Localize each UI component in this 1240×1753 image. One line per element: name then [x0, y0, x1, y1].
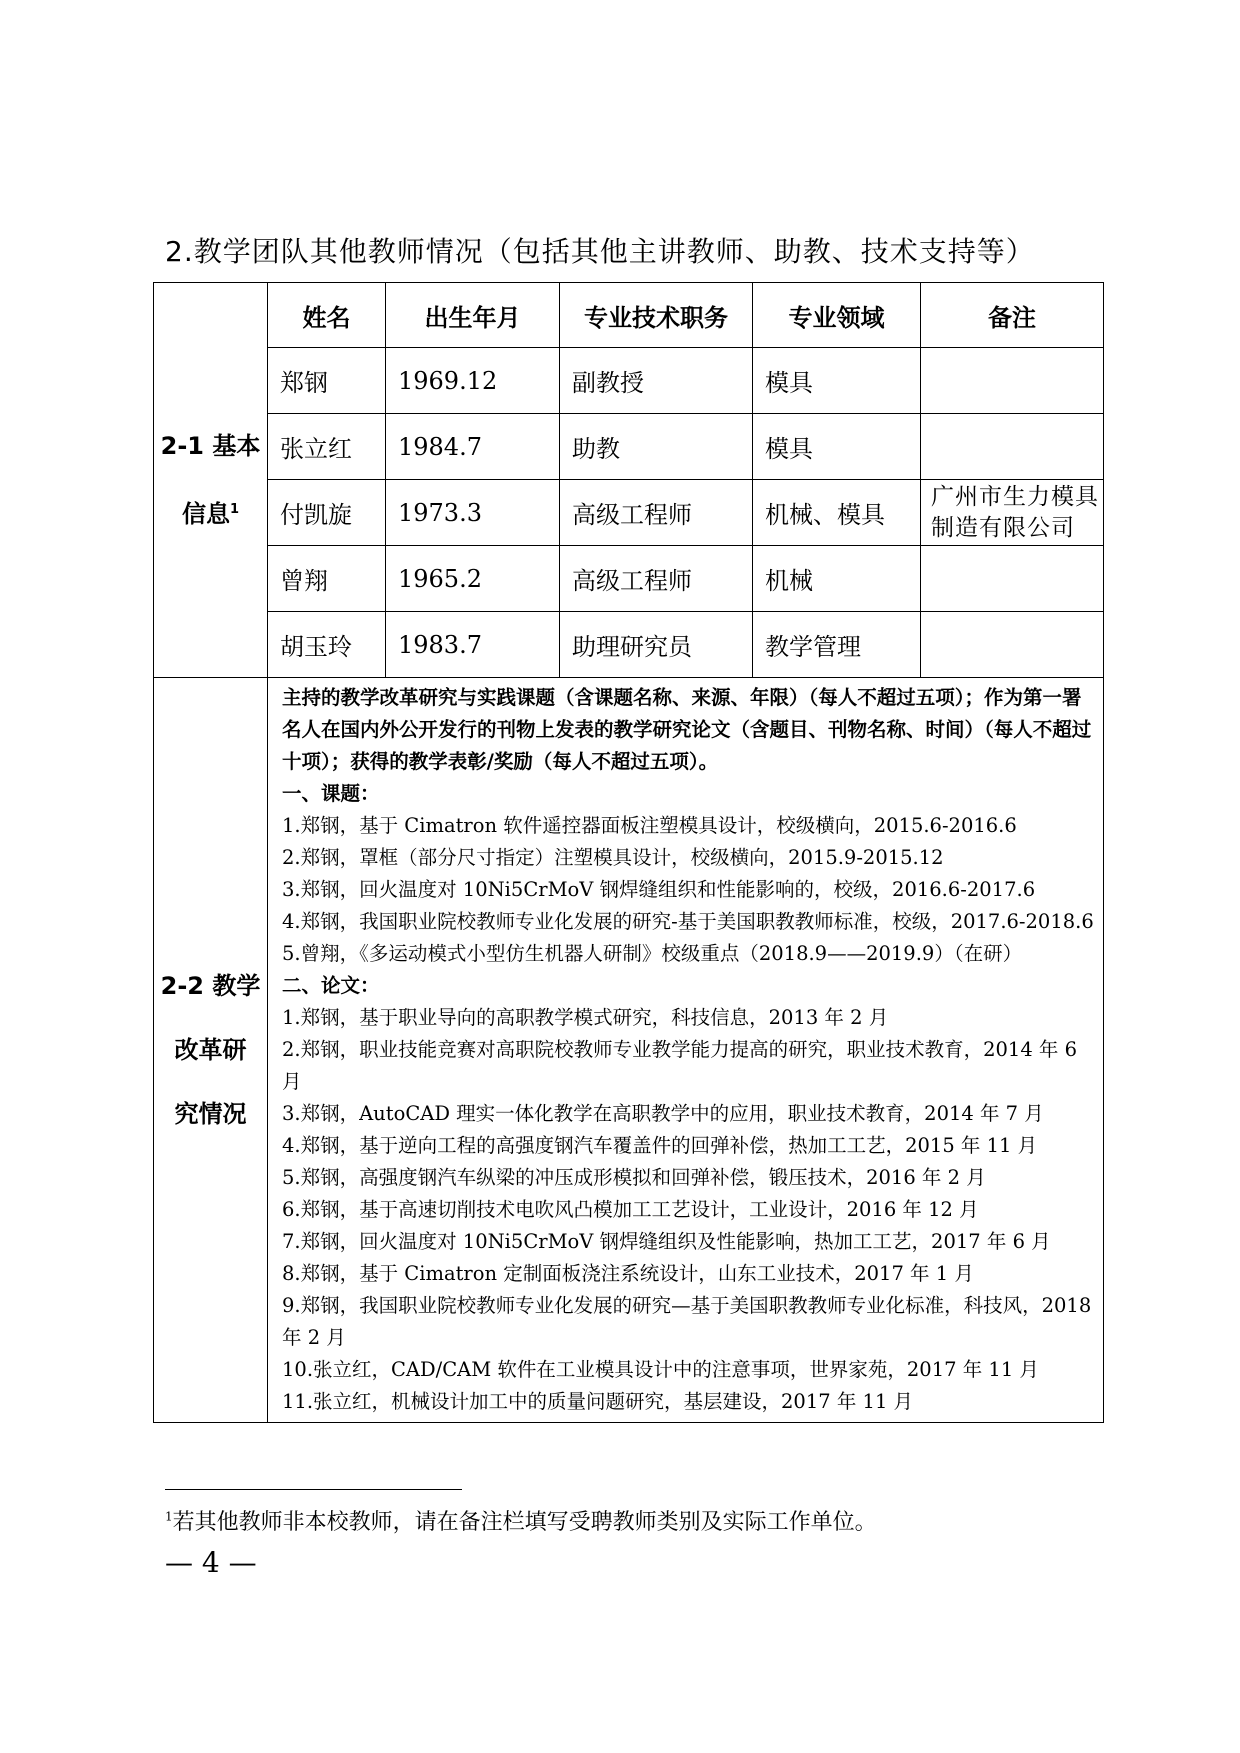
project-item: 3.郑钢，回火温度对 10Ni5CrMoV 钢焊缝组织和性能影响的，校级，2016.6-2017.6 — [282, 878, 1036, 901]
cell-title: 副教授 — [560, 348, 753, 414]
paper-item: 5.郑钢，高强度钢汽车纵梁的冲压成形模拟和回弹补偿，锻压技术，2016 年 2 月 — [282, 1166, 986, 1189]
page-title: 2.教学团队其他教师情况（包括其他主讲教师、助教、技术支持等） — [165, 235, 1035, 268]
cell-title: 高级工程师 — [560, 480, 753, 546]
cell-note — [921, 414, 1104, 480]
cell-title: 助教 — [560, 414, 753, 480]
cell-name: 付凯旋 — [268, 480, 386, 546]
cell-field: 模具 — [753, 348, 921, 414]
project-item: 1.郑钢，基于 Cimatron 软件遥控器面板注塑模具设计，校级横向，2015.6-2016.6 — [282, 814, 1017, 837]
cell-birth: 1965.2 — [386, 546, 560, 612]
header-name: 姓名 — [268, 283, 386, 348]
cell-field: 机械、模具 — [753, 480, 921, 546]
footnote — [165, 1505, 877, 1536]
table-row — [154, 480, 1104, 546]
cell-name: 郑钢 — [268, 348, 386, 414]
projects-heading: 一、课题： — [282, 782, 380, 805]
table-row — [154, 612, 1104, 678]
paper-item: 2.郑钢，职业技能竞赛对高职院校教师专业教学能力提高的研究，职业技术教育，2014 年 6 月 — [282, 1038, 1078, 1093]
paper-item: 3.郑钢，AutoCAD 理实一体化教学在高职教学中的应用，职业技术教育，2014 年 7 月 — [282, 1102, 1044, 1125]
table-row — [154, 546, 1104, 612]
project-item: 4.郑钢，我国职业院校教师专业化发展的研究-基于美国职教教师标准，校级，2017.6-2018.6 — [282, 910, 1094, 933]
cell-birth: 1983.7 — [386, 612, 560, 678]
reform-intro: 主持的教学改革研究与实践课题（含课题名称、来源、年限）（每人不超过五项）；作为第一署名人在国内外公开发行的刊物上发表的教学研究论文（含题目、刊物名称、时间）（每人不超过十项）；获得的教学表彰/奖励（每人不超过五项）。 — [282, 686, 1092, 773]
paper-item: 8.郑钢，基于 Cimatron 定制面板浇注系统设计，山东工业技术，2017 年 1 月 — [282, 1262, 974, 1285]
section-reform-label: 2-2 教学 改革研 究情况 — [154, 678, 268, 1423]
cell-birth: 1984.7 — [386, 414, 560, 480]
table-row — [154, 348, 1104, 414]
paper-item: 6.郑钢，基于高速切削技术电吹风凸模加工工艺设计，工业设计，2016 年 12 月 — [282, 1198, 979, 1221]
cell-title: 助理研究员 — [560, 612, 753, 678]
footnote-divider — [165, 1489, 462, 1490]
cell-field: 模具 — [753, 414, 921, 480]
table-row — [154, 414, 1104, 480]
footnote-mark: 1 — [165, 1509, 173, 1524]
paper-item: 4.郑钢，基于逆向工程的高强度钢汽车覆盖件的回弹补偿，热加工工艺，2015 年 11 月 — [282, 1134, 1038, 1157]
teacher-info-table — [153, 282, 1104, 1423]
cell-note: 广州市生力模具制造有限公司 — [921, 480, 1104, 546]
cell-name: 胡玉玲 — [268, 612, 386, 678]
cell-birth: 1969.12 — [386, 348, 560, 414]
cell-name: 曾翔 — [268, 546, 386, 612]
cell-title: 高级工程师 — [560, 546, 753, 612]
section-basic-info-label: 2-1 基本 信息$^1$ — [154, 283, 268, 678]
papers-list — [282, 1002, 1097, 1418]
header-note: 备注 — [921, 283, 1104, 348]
header-title: 专业技术职务 — [560, 283, 753, 348]
paper-item: 10.张立红，CAD/CAM 软件在工业模具设计中的注意事项，世界家苑，2017 年 11 月 — [282, 1358, 1039, 1381]
page-number: — 4 — — [165, 1546, 257, 1579]
cell-note — [921, 348, 1104, 414]
project-item: 2.郑钢，罩框（部分尺寸指定）注塑模具设计，校级横向，2015.9-2015.12 — [282, 846, 944, 869]
projects-list — [282, 810, 1097, 970]
cell-birth: 1973.3 — [386, 480, 560, 546]
table-header-row — [154, 283, 1104, 348]
header-field: 专业领域 — [753, 283, 921, 348]
reform-research-row — [154, 678, 1104, 1423]
paper-item: 7.郑钢，回火温度对 10Ni5CrMoV 钢焊缝组织及性能影响，热加工工艺，2017 年 6 月 — [282, 1230, 1051, 1253]
cell-name: 张立红 — [268, 414, 386, 480]
papers-heading: 二、论文： — [282, 974, 380, 997]
cell-note — [921, 612, 1104, 678]
paper-item: 1.郑钢，基于职业导向的高职教学模式研究，科技信息，2013 年 2 月 — [282, 1006, 889, 1029]
paper-item: 11.张立红，机械设计加工中的质量问题研究，基层建设，2017 年 11 月 — [282, 1390, 914, 1413]
footnote-text: 若其他教师非本校教师，请在备注栏填写受聘教师类别及实际工作单位。 — [172, 1510, 877, 1535]
project-item: 5.曾翔，《多运动模式小型仿生机器人研制》校级重点（2018.9——2019.9）（在研） — [282, 942, 1023, 965]
paper-item: 9.郑钢，我国职业院校教师专业化发展的研究—基于美国职教教师专业化标准，科技风，2018 年 2 月 — [282, 1294, 1092, 1349]
cell-field: 机械 — [753, 546, 921, 612]
cell-field: 教学管理 — [753, 612, 921, 678]
cell-note — [921, 546, 1104, 612]
header-birth: 出生年月 — [386, 283, 560, 348]
reform-research-content — [268, 678, 1104, 1423]
